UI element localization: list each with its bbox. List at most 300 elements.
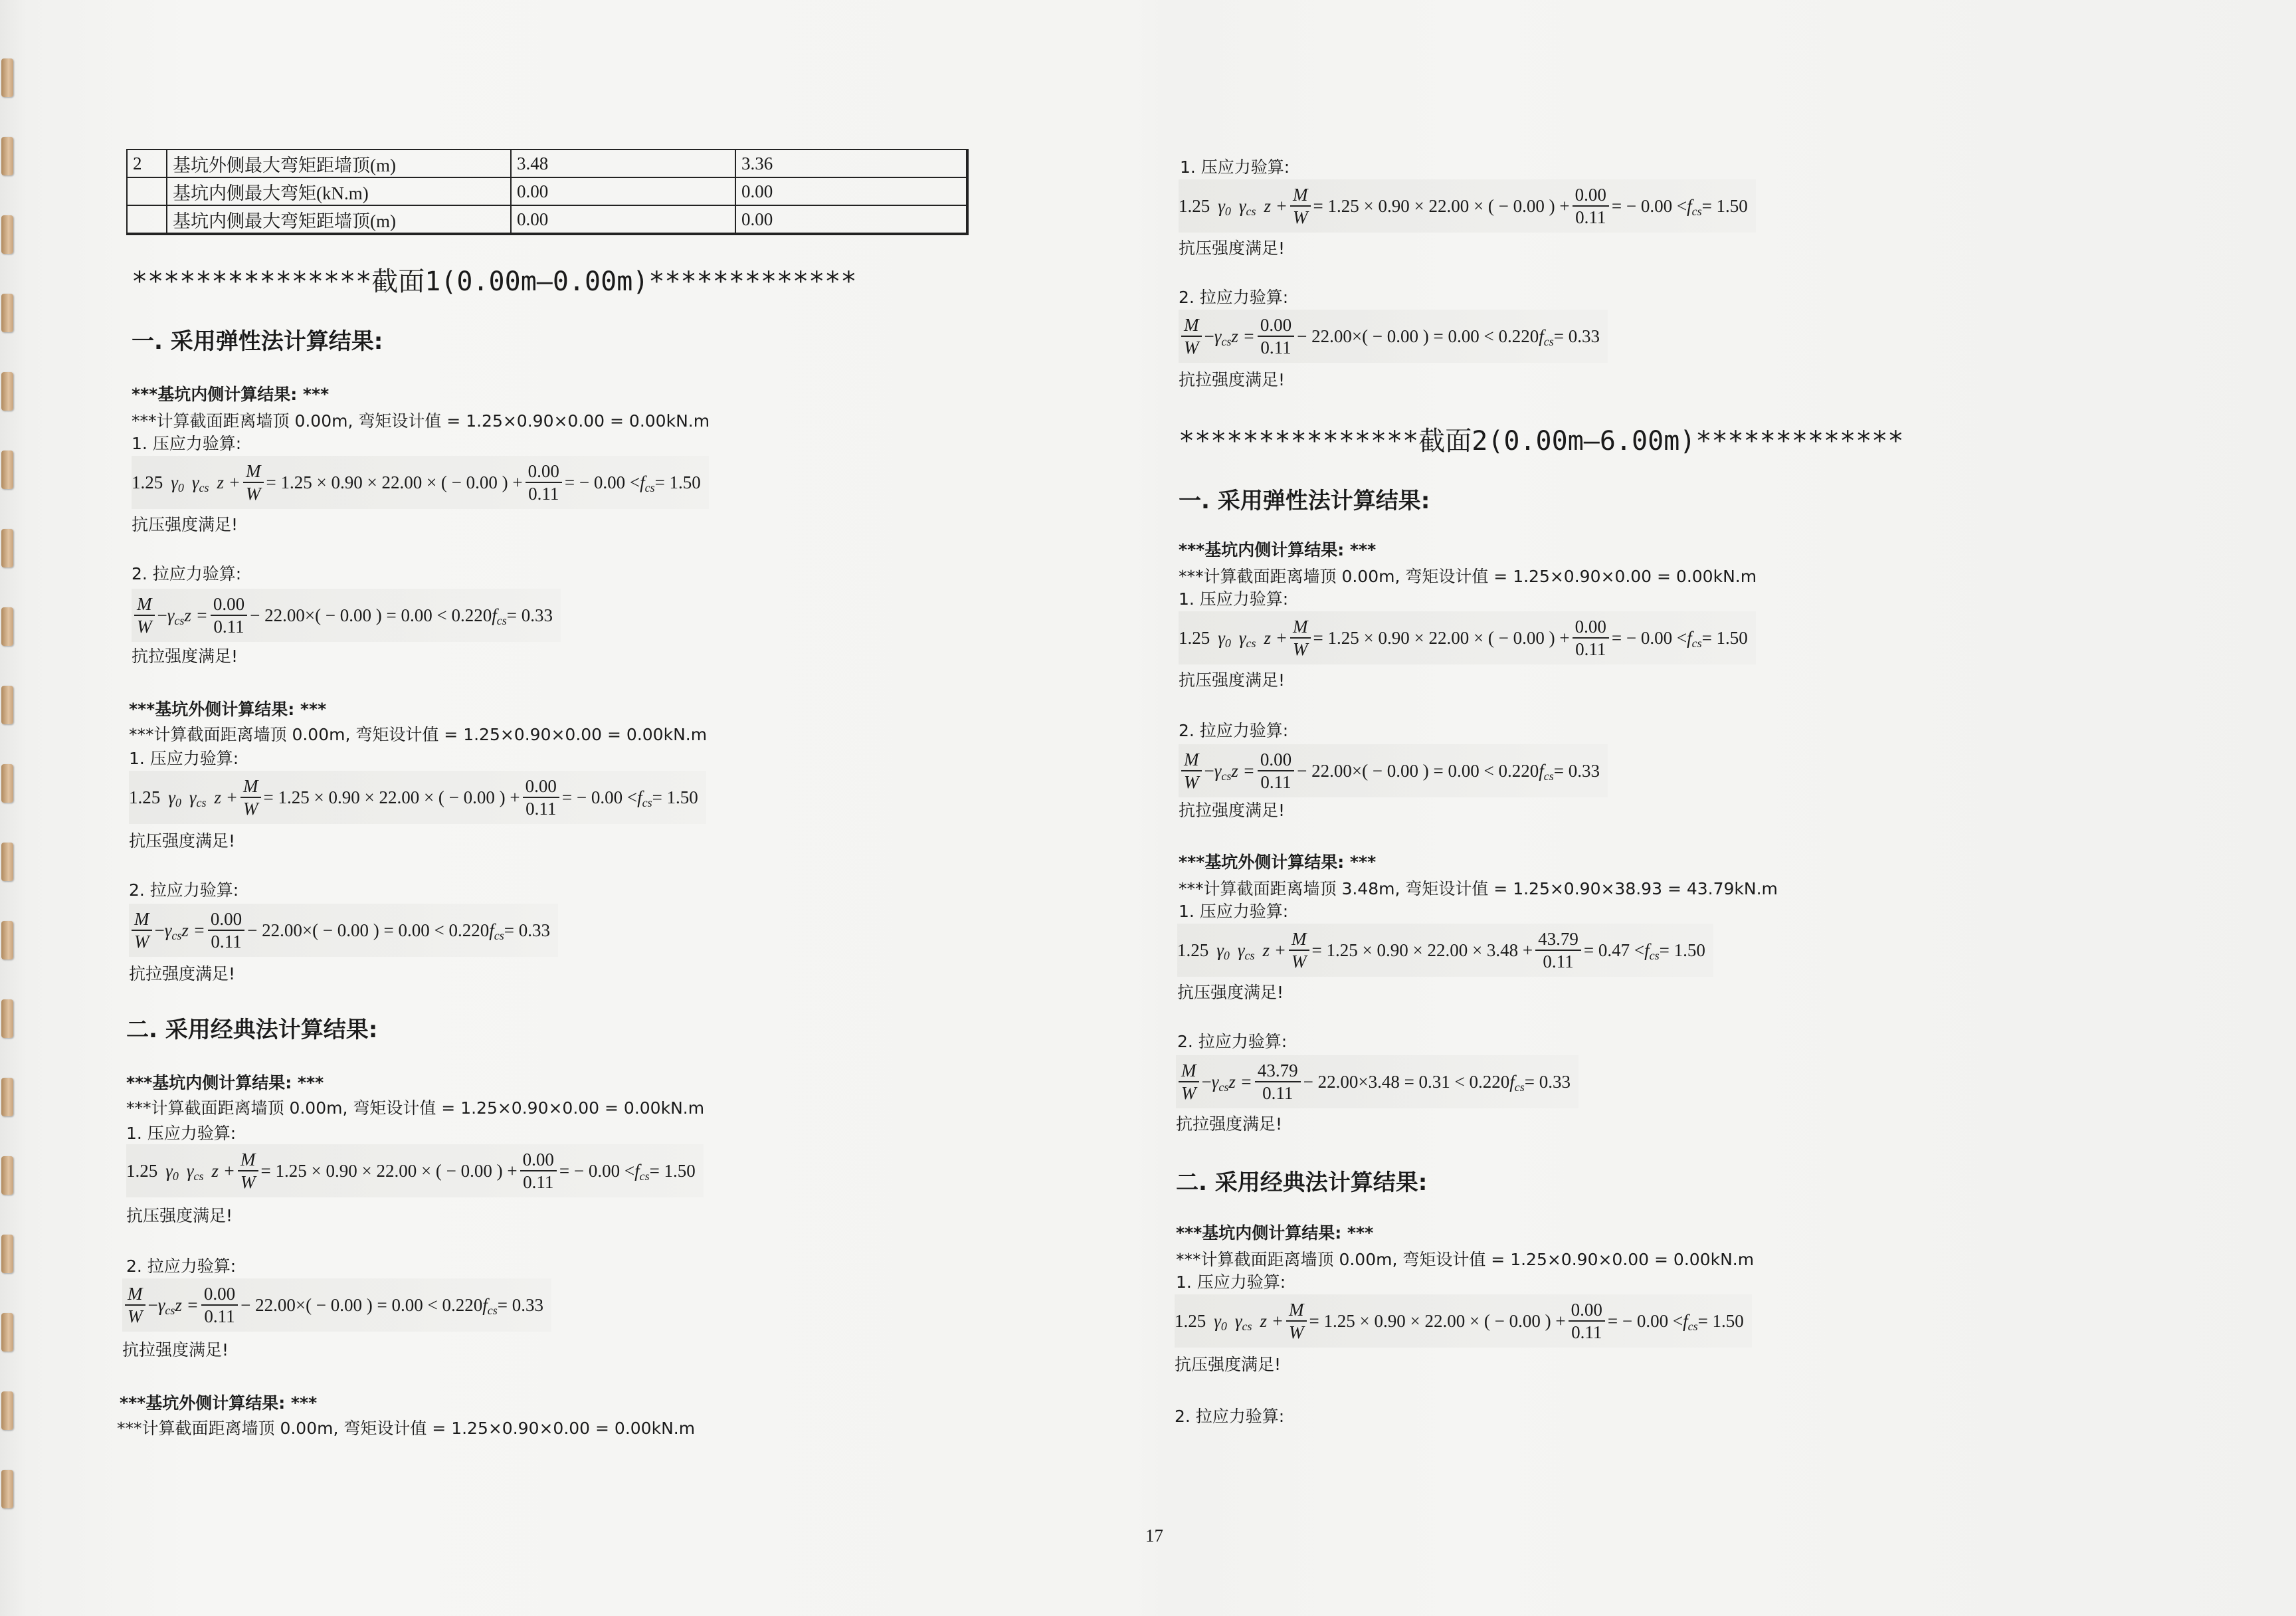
- result-table: [126, 149, 969, 235]
- formula-term: −: [154, 920, 165, 940]
- fraction-numerator: M: [1181, 749, 1202, 771]
- subscript: cs: [1687, 1319, 1698, 1333]
- fraction-denominator: W: [243, 799, 258, 819]
- formula-term: − 22.00×( − 0.00 ) = 0.00 < 0.220: [240, 1294, 483, 1315]
- check-label: 1. 压应力验算:: [132, 434, 242, 453]
- formula-coefficient: 1.25: [129, 787, 161, 807]
- formula-term: z =: [1231, 760, 1255, 781]
- fraction-denominator: 0.11: [1575, 207, 1606, 227]
- fraction-denominator: 0.11: [204, 1306, 235, 1326]
- fraction: [238, 1149, 258, 1193]
- fraction-denominator: 0.11: [526, 799, 557, 819]
- fraction-denominator: W: [137, 617, 152, 637]
- subscript: cs: [196, 795, 207, 809]
- fraction: [1179, 1060, 1199, 1104]
- formula-term: = 0.33: [1553, 760, 1600, 781]
- formula-term: = 0.33: [497, 1294, 543, 1315]
- fraction: [1573, 616, 1609, 660]
- gamma-symbol: γ: [1214, 760, 1222, 781]
- fraction: [1569, 1299, 1605, 1343]
- formula-term: f: [482, 1294, 488, 1315]
- subscript: cs: [639, 1169, 650, 1183]
- fraction: [520, 1149, 557, 1193]
- subscript: cs: [193, 1169, 204, 1183]
- binding-ring: [1, 451, 13, 489]
- fraction-denominator: W: [1292, 952, 1307, 971]
- binding-ring: [1, 1470, 13, 1508]
- gamma-symbol: γ: [1214, 326, 1222, 346]
- binding-ring: [1, 607, 13, 646]
- formula-term: = 1.50: [1697, 1310, 1744, 1331]
- formula-term: = − 0.00 <: [1611, 627, 1687, 648]
- tension-formula: [122, 1278, 551, 1332]
- formula-term: = − 0.00 <: [1607, 1310, 1683, 1331]
- table-cell: 0.00: [511, 205, 735, 234]
- fraction-numerator: 0.00: [211, 593, 247, 616]
- table-cell: 0.00: [511, 177, 735, 205]
- formula-term: = 1.25 × 0.90 × 22.00 × 3.48 +: [1311, 940, 1533, 960]
- check-label: 2. 拉应力验算:: [129, 880, 239, 900]
- formula-term: f: [1687, 627, 1692, 648]
- formula-term: = − 0.00 <: [559, 1160, 635, 1181]
- subscript: cs: [496, 613, 507, 627]
- fraction-numerator: 0.00: [523, 775, 559, 798]
- tension-formula: [1179, 310, 1608, 363]
- fraction-numerator: 0.00: [201, 1283, 238, 1306]
- formula-term: −: [157, 605, 167, 625]
- fraction-denominator: W: [246, 484, 261, 504]
- fraction: [1258, 314, 1294, 358]
- subscript: cs: [494, 928, 504, 942]
- formula-term: z +: [1260, 1310, 1284, 1331]
- subscript: 0: [177, 480, 184, 494]
- left-column: [117, 0, 1123, 1616]
- subscript: cs: [644, 480, 655, 494]
- fraction: [1573, 184, 1609, 228]
- gamma-symbol: γ: [165, 1160, 173, 1181]
- gamma-symbol: γ: [1238, 195, 1246, 216]
- fraction-denominator: 0.11: [211, 932, 242, 952]
- binding-ring: [1, 1156, 13, 1195]
- gamma-symbol: γ: [1237, 940, 1245, 960]
- check-label: 1. 压应力验算:: [129, 749, 239, 768]
- fraction-denominator: 0.11: [1575, 639, 1606, 659]
- block-info: ***计算截面距离墙顶 0.00m, 弯矩设计值 = 1.25×0.90×0.00 = 0.00kN.m: [132, 411, 710, 431]
- subscript: cs: [165, 1303, 175, 1317]
- check-result: 抗拉强度满足!: [1179, 801, 1286, 820]
- formula-term: z =: [1231, 326, 1255, 346]
- fraction-denominator: 0.11: [1262, 1083, 1293, 1103]
- fraction-denominator: 0.11: [1260, 772, 1292, 792]
- binding-ring: [1, 1313, 13, 1352]
- binding-ring: [1, 372, 13, 411]
- gamma-symbol: γ: [164, 920, 172, 940]
- check-result: 抗拉强度满足!: [122, 1340, 229, 1360]
- table-row: [127, 205, 967, 234]
- subscript: cs: [1242, 1319, 1252, 1333]
- fraction-numerator: M: [1290, 616, 1311, 639]
- formula-term: −: [1201, 1071, 1212, 1092]
- fraction-numerator: 0.00: [1573, 184, 1609, 207]
- fraction-numerator: M: [1179, 1060, 1199, 1082]
- block-info: ***计算截面距离墙顶 3.48m, 弯矩设计值 = 1.25×0.90×38.93 = 43.79kN.m: [1179, 879, 1778, 898]
- check-label: 2. 拉应力验算:: [1179, 288, 1289, 307]
- formula-term: − 22.00×( − 0.00 ) = 0.00 < 0.220: [250, 605, 492, 625]
- subscript: cs: [1543, 334, 1554, 348]
- fraction: [201, 1283, 238, 1327]
- formula-term: = 0.47 <: [1583, 940, 1645, 960]
- formula-term: = 1.50: [649, 1160, 696, 1181]
- table-cell: 2: [127, 150, 167, 177]
- formula-term: f: [640, 472, 645, 492]
- compression-formula: [1179, 611, 1756, 664]
- formula-term: − 22.00×( − 0.00 ) = 0.00 < 0.220: [247, 920, 490, 940]
- fraction-numerator: M: [1181, 314, 1202, 337]
- fraction: [526, 460, 562, 504]
- section-title: ***************截面1(0.00m—0.00m)*************: [132, 266, 857, 297]
- fraction: [1181, 749, 1202, 793]
- check-result: 抗压强度满足!: [129, 831, 236, 851]
- table-row: [127, 150, 967, 177]
- formula-coefficient: 1.25: [1179, 627, 1210, 648]
- subscript: 0: [1224, 204, 1231, 218]
- gamma-symbol: γ: [1234, 1310, 1242, 1331]
- fraction-numerator: M: [240, 775, 261, 798]
- table-cell: 0.00: [735, 177, 967, 205]
- check-label: 1. 压应力验算:: [1176, 1272, 1286, 1292]
- formula-term: −: [1204, 760, 1214, 781]
- subscript: cs: [487, 1303, 498, 1317]
- binding-ring: [1, 921, 13, 960]
- heading-classic: 二. 采用经典法计算结果:: [1176, 1169, 1428, 1196]
- formula-term: z =: [1228, 1071, 1252, 1092]
- table-row: [127, 177, 967, 205]
- check-label: 1. 压应力验算:: [1179, 589, 1289, 609]
- subscript: cs: [199, 480, 209, 494]
- formula-term: z +: [1262, 940, 1287, 960]
- formula-term: = 1.50: [654, 472, 701, 492]
- formula-term: = 1.25 × 0.90 × 22.00 × ( − 0.00 ) +: [1309, 1310, 1566, 1331]
- gamma-symbol: γ: [1218, 195, 1225, 216]
- formula-coefficient: 1.25: [132, 472, 163, 492]
- fraction: [208, 908, 244, 952]
- check-result: 抗压强度满足!: [1179, 239, 1286, 258]
- subscript: cs: [1221, 769, 1232, 783]
- heading-elastic: 一. 采用弹性法计算结果:: [1179, 488, 1430, 514]
- check-label: 2. 拉应力验算:: [1179, 721, 1289, 740]
- table-cell: 3.36: [735, 150, 967, 177]
- formula-term: z +: [211, 1160, 236, 1181]
- fraction-numerator: 43.79: [1255, 1060, 1301, 1082]
- page-number: 17: [1145, 1526, 1163, 1546]
- subscript: 0: [1224, 636, 1231, 650]
- section-title: ***************截面2(0.00m—6.00m)*************: [1179, 426, 1904, 456]
- fraction-numerator: M: [132, 908, 152, 931]
- binding-ring: [1, 58, 13, 97]
- subscript: cs: [1691, 636, 1702, 650]
- compression-formula: [126, 1144, 704, 1197]
- tension-formula: [132, 589, 561, 642]
- gamma-symbol: γ: [1214, 1310, 1221, 1331]
- formula-term: = 0.33: [506, 605, 553, 625]
- fraction-denominator: 0.11: [528, 484, 559, 504]
- formula-term: = 0.33: [1553, 326, 1600, 346]
- formula-term: z =: [175, 1294, 199, 1315]
- fraction: [134, 593, 155, 637]
- formula-term: = 1.25 × 0.90 × 22.00 × ( − 0.00 ) +: [263, 787, 520, 807]
- formula-term: f: [1539, 326, 1544, 346]
- subscript: 0: [1223, 948, 1230, 962]
- check-result: 抗拉强度满足!: [1176, 1114, 1283, 1134]
- subscript: cs: [171, 928, 182, 942]
- binding-ring: [1, 137, 13, 175]
- fraction-denominator: W: [134, 932, 149, 952]
- subscript: cs: [1514, 1080, 1525, 1094]
- fraction-denominator: 0.11: [213, 617, 244, 637]
- formula-term: = 1.25 × 0.90 × 22.00 × ( − 0.00 ) +: [266, 472, 523, 492]
- compression-formula: [1177, 924, 1713, 977]
- fraction-denominator: 0.11: [523, 1172, 554, 1192]
- table-cell: 基坑内侧最大弯矩距墙顶(m): [167, 205, 511, 234]
- block-info: ***计算截面距离墙顶 0.00m, 弯矩设计值 = 1.25×0.90×0.00 = 0.00kN.m: [1179, 567, 1757, 586]
- fraction-numerator: 0.00: [208, 908, 244, 931]
- formula-term: = 1.25 × 0.90 × 22.00 × ( − 0.00 ) +: [260, 1160, 518, 1181]
- check-result: 抗拉强度满足!: [1179, 370, 1286, 389]
- fraction: [523, 775, 559, 819]
- tension-formula: [1179, 744, 1608, 797]
- check-label: 2. 拉应力验算:: [132, 564, 242, 583]
- formula-term: − 22.00×3.48 = 0.31 < 0.220: [1303, 1071, 1510, 1092]
- fraction-numerator: 0.00: [526, 460, 562, 483]
- gamma-symbol: γ: [171, 472, 178, 492]
- formula-term: f: [489, 920, 494, 940]
- check-result: 抗压强度满足!: [1175, 1355, 1282, 1374]
- formula-term: z +: [1264, 627, 1288, 648]
- fraction-numerator: 0.00: [1258, 749, 1294, 771]
- formula-term: = 1.50: [652, 787, 698, 807]
- block-info: ***计算截面距离墙顶 0.00m, 弯矩设计值 = 1.25×0.90×0.00 = 0.00kN.m: [117, 1419, 696, 1438]
- check-result: 抗拉强度满足!: [132, 647, 239, 666]
- subscript: cs: [1244, 948, 1255, 962]
- subscript: cs: [1543, 769, 1554, 783]
- check-result: 抗压强度满足!: [1179, 670, 1286, 690]
- tension-formula: [129, 904, 558, 957]
- check-label: 1. 压应力验算:: [126, 1124, 237, 1143]
- gamma-symbol: γ: [1238, 627, 1246, 648]
- check-result: 抗压强度满足!: [126, 1206, 233, 1225]
- fraction-denominator: W: [1289, 1322, 1304, 1342]
- formula-term: = 0.33: [1524, 1071, 1571, 1092]
- compression-formula: [132, 456, 709, 509]
- table-cell: 基坑内侧最大弯矩(kN.m): [167, 177, 511, 205]
- formula-term: f: [1539, 760, 1544, 781]
- subscript: cs: [1246, 204, 1256, 218]
- formula-coefficient: 1.25: [1177, 940, 1209, 960]
- formula-term: −: [1204, 326, 1214, 346]
- formula-term: f: [637, 787, 642, 807]
- check-label: 2. 拉应力验算:: [126, 1257, 237, 1276]
- gamma-symbol: γ: [1211, 1071, 1219, 1092]
- fraction-denominator: W: [240, 1172, 256, 1192]
- fraction: [1290, 184, 1311, 228]
- formula-term: z =: [184, 605, 208, 625]
- fraction-denominator: W: [1181, 1083, 1196, 1103]
- fraction-denominator: W: [1293, 639, 1308, 659]
- gamma-symbol: γ: [191, 472, 199, 492]
- formula-term: −: [147, 1294, 158, 1315]
- formula-term: = − 0.00 <: [1611, 195, 1687, 216]
- fraction-numerator: 0.00: [1573, 616, 1609, 639]
- gamma-symbol: γ: [1216, 940, 1224, 960]
- fraction: [240, 775, 261, 819]
- heading-classic: 二. 采用经典法计算结果:: [126, 1017, 378, 1043]
- heading-elastic: 一. 采用弹性法计算结果:: [132, 328, 383, 355]
- binding-ring: [1, 999, 13, 1038]
- fraction-denominator: W: [1184, 772, 1199, 792]
- formula-term: = 0.33: [504, 920, 550, 940]
- fraction-denominator: 0.11: [1543, 952, 1574, 971]
- block-title: ***基坑外侧计算结果: ***: [1179, 853, 1377, 872]
- fraction-denominator: W: [1293, 207, 1308, 227]
- fraction-denominator: W: [1184, 338, 1199, 357]
- table-cell: 基坑外侧最大弯矩距墙顶(m): [167, 150, 511, 177]
- formula-coefficient: 1.25: [1175, 1310, 1206, 1331]
- formula-term: − 22.00×( − 0.00 ) = 0.00 < 0.220: [1297, 760, 1539, 781]
- fraction: [1181, 314, 1202, 358]
- block-info: ***计算截面距离墙顶 0.00m, 弯矩设计值 = 1.25×0.90×0.00 = 0.00kN.m: [1176, 1250, 1755, 1269]
- fraction-numerator: M: [125, 1283, 145, 1306]
- formula-term: f: [634, 1160, 640, 1181]
- fraction-numerator: M: [1286, 1299, 1307, 1322]
- block-title: ***基坑内侧计算结果: ***: [1179, 540, 1377, 559]
- fraction: [1289, 928, 1309, 972]
- binding-spine: [0, 0, 20, 1616]
- formula-term: z +: [217, 472, 241, 492]
- subscript: 0: [172, 1169, 179, 1183]
- formula-term: = 1.50: [1701, 627, 1748, 648]
- block-title: ***基坑内侧计算结果: ***: [126, 1073, 324, 1092]
- compression-formula: [1179, 179, 1756, 233]
- block-title: ***基坑外侧计算结果: ***: [129, 700, 327, 719]
- subscript: cs: [1691, 204, 1702, 218]
- fraction: [243, 460, 264, 504]
- formula-term: = 1.25 × 0.90 × 22.00 × ( − 0.00 ) +: [1313, 627, 1570, 648]
- fraction: [1255, 1060, 1301, 1104]
- compression-formula: [1175, 1294, 1752, 1348]
- check-result: 抗压强度满足!: [132, 515, 239, 534]
- formula-term: = 1.50: [1701, 195, 1748, 216]
- block-info: ***计算截面距离墙顶 0.00m, 弯矩设计值 = 1.25×0.90×0.00 = 0.00kN.m: [129, 725, 708, 744]
- gamma-symbol: γ: [168, 787, 175, 807]
- tension-formula: [1176, 1055, 1578, 1108]
- binding-ring: [1, 843, 13, 881]
- fraction: [132, 908, 152, 952]
- binding-ring: [1, 294, 13, 332]
- check-label: 2. 拉应力验算:: [1175, 1407, 1285, 1426]
- check-result: 抗拉强度满足!: [129, 964, 236, 983]
- formula-coefficient: 1.25: [126, 1160, 158, 1181]
- formula-term: = − 0.00 <: [564, 472, 640, 492]
- fraction-denominator: W: [128, 1306, 143, 1326]
- formula-term: f: [1683, 1310, 1688, 1331]
- formula-term: f: [1509, 1071, 1515, 1092]
- formula-coefficient: 1.25: [1179, 195, 1210, 216]
- gamma-symbol: γ: [1218, 627, 1225, 648]
- formula-term: z +: [1264, 195, 1288, 216]
- fraction-numerator: M: [238, 1149, 258, 1171]
- binding-ring: [1, 686, 13, 724]
- formula-term: z =: [181, 920, 205, 940]
- fraction-denominator: 0.11: [1260, 338, 1292, 357]
- subscript: cs: [174, 613, 185, 627]
- fraction-denominator: 0.11: [1571, 1322, 1602, 1342]
- table-cell: [127, 205, 167, 234]
- fraction-numerator: M: [134, 593, 155, 616]
- subscript: 0: [175, 795, 181, 809]
- right-column: [1176, 0, 2239, 1616]
- binding-ring: [1, 1235, 13, 1273]
- subscript: cs: [642, 795, 652, 809]
- fraction: [1286, 1299, 1307, 1343]
- gamma-symbol: γ: [167, 605, 175, 625]
- check-label: 1. 压应力验算:: [1179, 902, 1289, 921]
- fraction-numerator: M: [1289, 928, 1309, 951]
- fraction-numerator: 0.00: [1569, 1299, 1605, 1322]
- binding-ring: [1, 215, 13, 254]
- check-label: 1. 压应力验算:: [1180, 157, 1290, 177]
- table-cell: 3.48: [511, 150, 735, 177]
- formula-term: f: [492, 605, 497, 625]
- formula-term: = − 0.00 <: [561, 787, 638, 807]
- fraction-numerator: 43.79: [1535, 928, 1581, 951]
- fraction: [211, 593, 247, 637]
- block-title: ***基坑内侧计算结果: ***: [1176, 1223, 1374, 1243]
- fraction: [1258, 749, 1294, 793]
- gamma-symbol: γ: [157, 1294, 165, 1315]
- formula-term: = 1.25 × 0.90 × 22.00 × ( − 0.00 ) +: [1313, 195, 1570, 216]
- block-info: ***计算截面距离墙顶 0.00m, 弯矩设计值 = 1.25×0.90×0.00 = 0.00kN.m: [126, 1098, 705, 1118]
- fraction-numerator: 0.00: [520, 1149, 557, 1171]
- subscript: cs: [1221, 334, 1232, 348]
- table-cell: [127, 177, 167, 205]
- formula-term: f: [1644, 940, 1650, 960]
- binding-ring: [1, 1078, 13, 1116]
- subscript: cs: [1246, 636, 1256, 650]
- fraction: [125, 1283, 145, 1327]
- check-label: 2. 拉应力验算:: [1177, 1032, 1288, 1051]
- block-title: ***基坑内侧计算结果: ***: [132, 385, 330, 404]
- binding-ring: [1, 529, 13, 567]
- formula-term: = 1.50: [1659, 940, 1705, 960]
- fraction: [1535, 928, 1581, 972]
- binding-ring: [1, 1391, 13, 1430]
- fraction: [1290, 616, 1311, 660]
- gamma-symbol: γ: [189, 787, 197, 807]
- subscript: cs: [1649, 948, 1660, 962]
- compression-formula: [129, 771, 706, 824]
- subscript: 0: [1220, 1319, 1227, 1333]
- fraction-numerator: 0.00: [1258, 314, 1294, 337]
- binding-ring: [1, 764, 13, 803]
- fraction-numerator: M: [1290, 184, 1311, 207]
- formula-term: z +: [214, 787, 239, 807]
- block-title: ***基坑外侧计算结果: ***: [120, 1393, 318, 1413]
- formula-term: − 22.00×( − 0.00 ) = 0.00 < 0.220: [1297, 326, 1539, 346]
- gamma-symbol: γ: [186, 1160, 194, 1181]
- formula-term: f: [1687, 195, 1692, 216]
- fraction-numerator: M: [243, 460, 264, 483]
- subscript: cs: [1218, 1080, 1229, 1094]
